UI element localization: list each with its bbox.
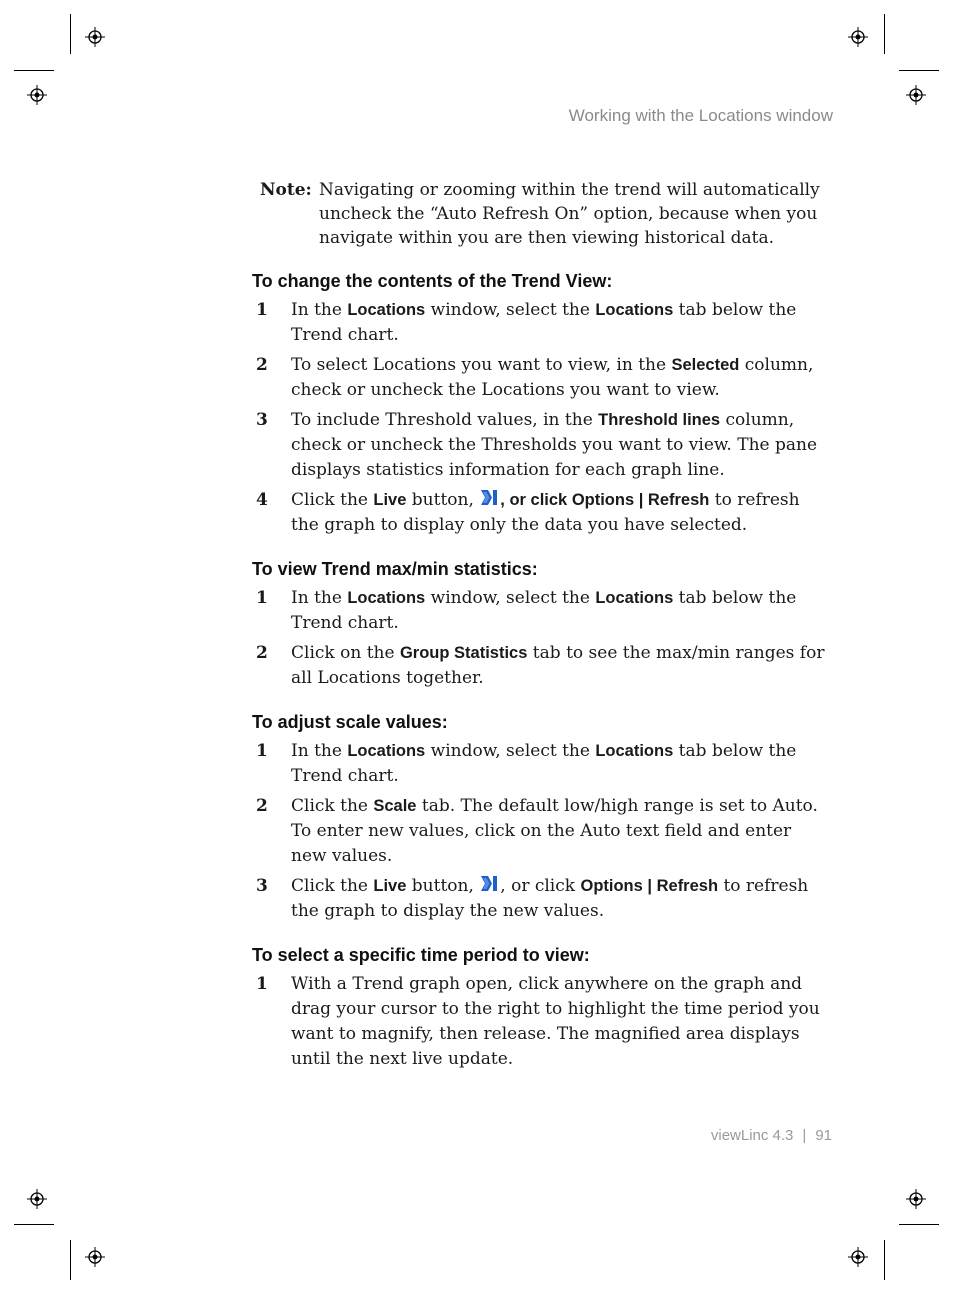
step-text (291, 353, 829, 403)
ui-term: Options | Refresh (580, 877, 719, 895)
step-number: 1 (256, 741, 268, 761)
step-text-run: column, check or uncheck the Locations you want to view. (291, 355, 814, 400)
procedure-section (252, 711, 832, 924)
ui-term: Live (373, 491, 407, 509)
step-number: 2 (256, 643, 268, 663)
procedure-section (252, 944, 832, 1072)
registration-target-icon (848, 27, 868, 47)
step-text-run: Click the (291, 876, 374, 896)
step-number: 2 (256, 796, 268, 816)
step-item (252, 488, 832, 538)
crop-mark (14, 70, 54, 71)
step-text-run: tab below the Trend chart. (291, 300, 797, 345)
step-text-run: window, select the (425, 741, 596, 761)
crop-mark (899, 1224, 939, 1225)
step-text (291, 794, 829, 869)
step-item (252, 794, 832, 869)
step-list (252, 972, 832, 1072)
procedure-sections (252, 270, 832, 1072)
running-header: Working with the Locations window (568, 106, 833, 125)
step-number: 3 (256, 876, 268, 896)
step-list (252, 739, 832, 924)
step-number: 3 (256, 410, 268, 430)
step-text-run: To select Locations you want to view, in the (291, 355, 672, 375)
registration-target-icon (27, 1189, 47, 1209)
step-text-run: window, select the (425, 588, 596, 608)
page-footer (711, 1127, 832, 1144)
step-text (291, 586, 829, 636)
step-text-run: In the (291, 741, 348, 761)
step-item (252, 586, 832, 636)
ui-term: , or click Options | Refresh (500, 491, 710, 509)
registration-target-icon (906, 85, 926, 105)
step-number: 2 (256, 355, 268, 375)
step-text-run: , or click (500, 876, 581, 896)
step-list (252, 298, 832, 538)
ui-term: Locations (347, 301, 426, 319)
ui-term: Locations (347, 742, 426, 760)
step-text-run: tab to see the max/min ranges for all Locations together. (291, 643, 825, 688)
section-heading: To change the contents of the Trend View: (252, 271, 613, 291)
step-text (291, 739, 829, 789)
step-text (291, 972, 829, 1072)
step-item (252, 739, 832, 789)
ui-term: Threshold lines (598, 411, 721, 429)
registration-target-icon (848, 1247, 868, 1267)
note (260, 178, 832, 250)
footer-separator: | (802, 1127, 807, 1144)
registration-target-icon (27, 85, 47, 105)
section-heading: To select a specific time period to view: (252, 945, 590, 965)
step-text-run: button, (406, 490, 480, 510)
step-text-run: In the (291, 300, 348, 320)
step-text-run: Click the (291, 796, 374, 816)
procedure-section (252, 558, 832, 691)
crop-mark (899, 70, 939, 71)
step-text-run: button, (406, 876, 480, 896)
ui-term: Live (373, 877, 407, 895)
step-text (291, 641, 829, 691)
step-text-run: to refresh the graph to display only the data you have selected. (291, 490, 800, 535)
step-number: 4 (256, 490, 268, 510)
step-text-run: to refresh the graph to display the new values. (291, 876, 809, 921)
registration-target-icon (85, 27, 105, 47)
ui-term: Locations (347, 589, 426, 607)
step-text-run: tab. The default low/high range is set to Auto. To enter new values, click on the Auto text field and enter new values. (291, 796, 818, 866)
step-text (291, 298, 829, 348)
step-item (252, 353, 832, 403)
procedure-section (252, 270, 832, 538)
step-text-run: To include Threshold values, in the (291, 410, 599, 430)
step-text-run: window, select the (425, 300, 596, 320)
step-item (252, 408, 832, 483)
step-number: 1 (256, 588, 268, 608)
step-text (291, 488, 829, 538)
step-text-run: tab below the Trend chart. (291, 741, 797, 786)
live-button-icon (480, 874, 499, 893)
step-text (291, 408, 829, 483)
footer-product: viewLinc 4.3 (710, 1127, 794, 1144)
crop-mark (884, 14, 885, 54)
step-number: 1 (256, 300, 268, 320)
step-number: 1 (256, 974, 268, 994)
ui-term: Selected (671, 356, 740, 374)
ui-term: Group Statistics (399, 644, 528, 662)
ui-term: Scale (373, 797, 417, 815)
page-number: 91 (815, 1127, 832, 1144)
ui-term: Locations (595, 742, 674, 760)
step-item (252, 874, 832, 924)
live-button-icon (480, 488, 499, 507)
ui-term: Locations (595, 589, 674, 607)
step-text-run: column, check or uncheck the Thresholds you want to view. The pane displays statistics information for each graph line. (291, 410, 818, 480)
crop-mark (884, 1240, 885, 1280)
step-text-run: Click on the (291, 643, 400, 663)
step-text-run: tab below the Trend chart. (291, 588, 797, 633)
step-item (252, 298, 832, 348)
ui-term: Locations (595, 301, 674, 319)
step-item (252, 972, 832, 1072)
step-text (291, 874, 829, 924)
crop-mark (70, 1240, 71, 1280)
page-content (252, 178, 832, 1077)
step-text-run: In the (291, 588, 348, 608)
note-label: Note: (260, 180, 312, 200)
step-list (252, 586, 832, 691)
step-text-run: With a Trend graph open, click anywhere on the graph and drag your cursor to the right to highlight the time period you want to magnify, then release. The magnified area displays until the next live update. (291, 974, 820, 1069)
step-text-run: Click the (291, 490, 374, 510)
crop-mark (14, 1224, 54, 1225)
registration-target-icon (906, 1189, 926, 1209)
note-text: Navigating or zooming within the trend will automatically uncheck the “Auto Refresh On” option, because when you navigate within you are then viewing historical data. (319, 180, 820, 248)
registration-target-icon (85, 1247, 105, 1267)
crop-mark (70, 14, 71, 54)
step-item (252, 641, 832, 691)
section-heading: To view Trend max/min statistics: (252, 559, 538, 579)
section-heading: To adjust scale values: (252, 712, 448, 732)
